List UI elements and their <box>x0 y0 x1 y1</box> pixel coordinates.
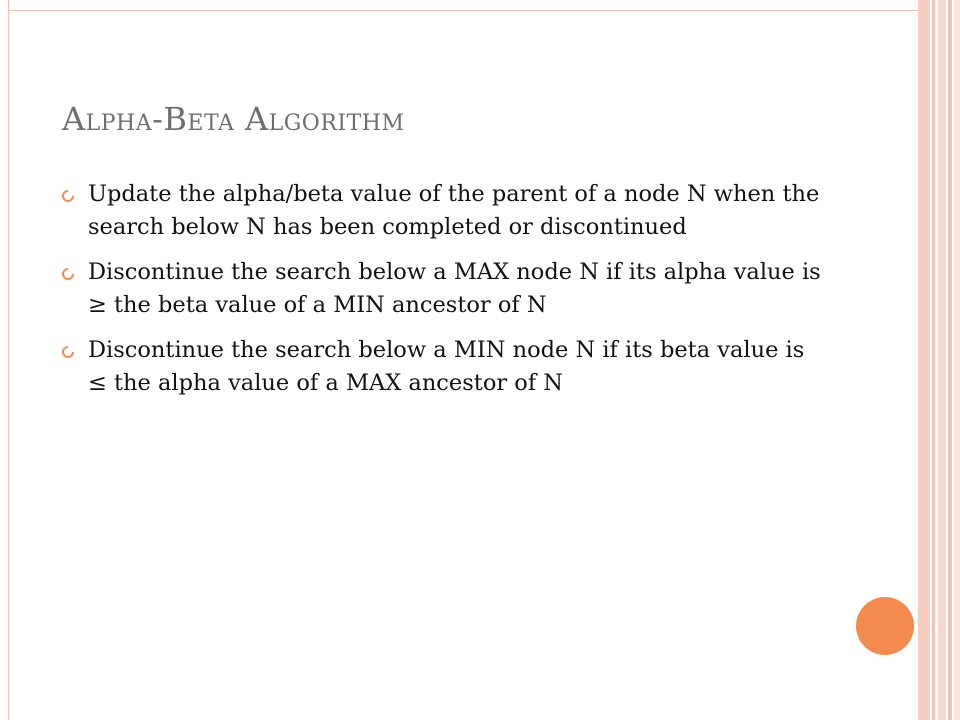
left-border-line <box>8 0 9 720</box>
right-stripe-3 <box>938 0 946 720</box>
bullet-item <box>62 256 822 322</box>
bullet-icon <box>60 266 77 283</box>
slide-title: Alpha-Beta Algorithm <box>62 100 405 138</box>
bullet-icon <box>60 188 77 205</box>
bullet-icon <box>60 344 77 361</box>
bullet-text: Update the alpha/beta value of the parent of a node N when the search below N has been completed or discontinued <box>88 181 820 240</box>
decorative-circle <box>856 597 914 655</box>
bullet-list <box>62 178 822 412</box>
top-border-line <box>8 10 918 11</box>
bullet-item <box>62 178 822 244</box>
bullet-text: Discontinue the search below a MIN node N if its beta value is ≤ the alpha value of a MAX ancestor of N <box>88 337 805 396</box>
bullet-text: Discontinue the search below a MAX node N if its alpha value is ≥ the beta value of a MIN ancestor of N <box>88 259 821 318</box>
right-stripe-4 <box>948 0 952 720</box>
right-stripe-2 <box>932 0 935 720</box>
right-stripe-5 <box>954 0 960 720</box>
right-stripe-1 <box>918 0 930 720</box>
bullet-item <box>62 334 822 400</box>
